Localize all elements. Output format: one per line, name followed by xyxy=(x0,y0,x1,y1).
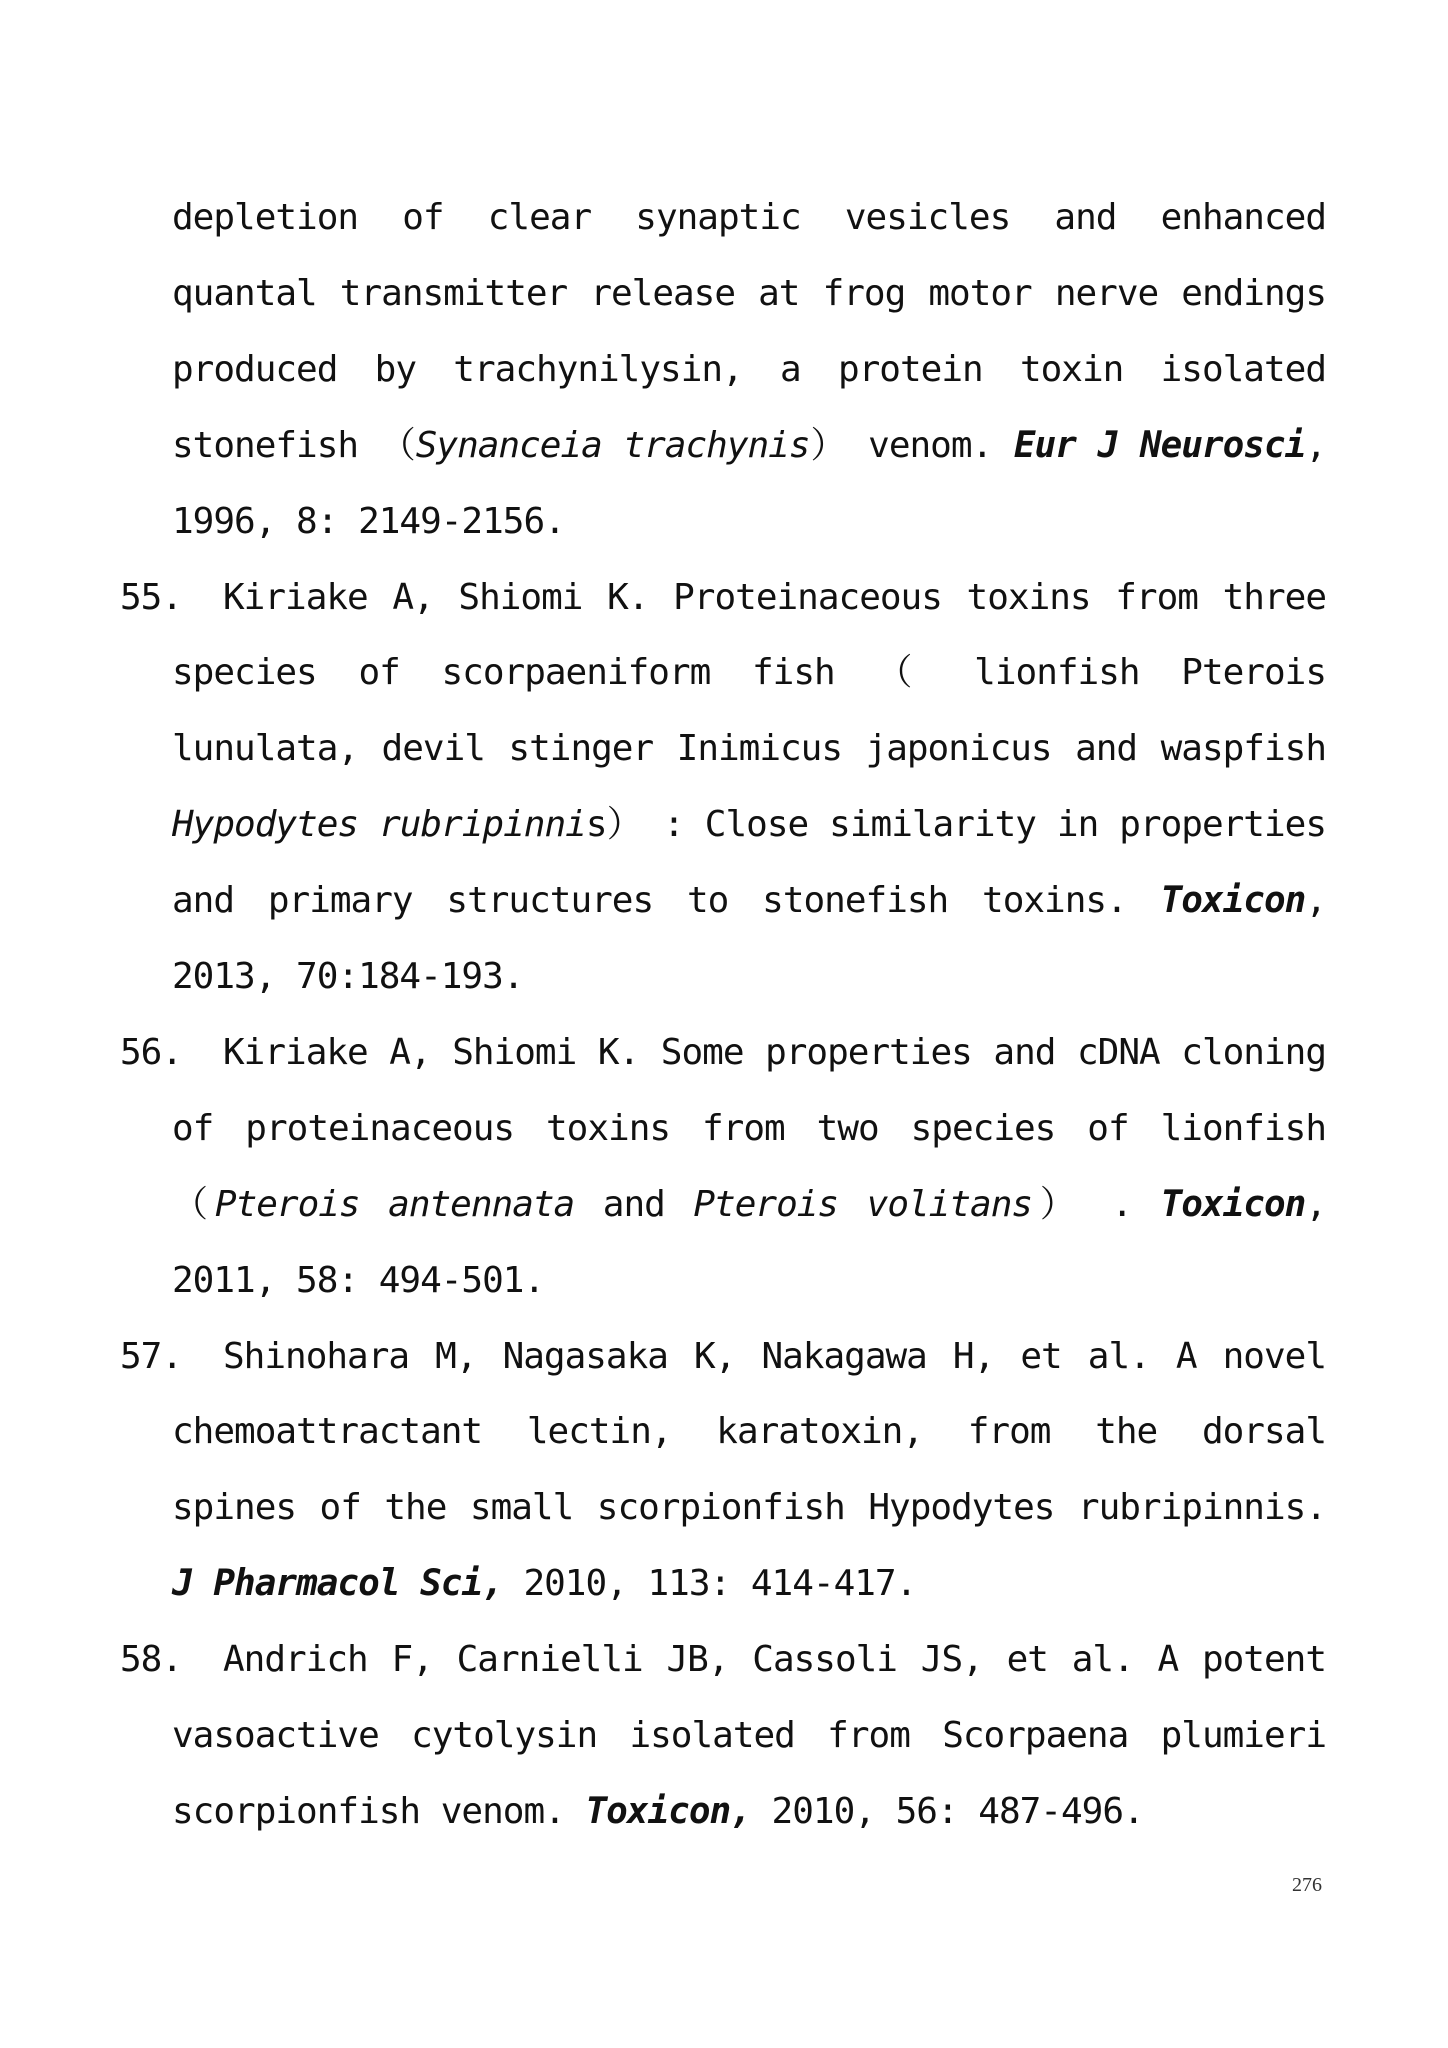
reference-text: chemoattractant lectin, karatoxin, from the dorsal xyxy=(172,1411,1326,1453)
reference-line xyxy=(172,863,1326,939)
journal-name: J Pharmacol Sci, xyxy=(172,1563,503,1605)
reference-text: Kiriake A, Shiomi K. Proteinaceous toxins from three xyxy=(223,576,1326,618)
reference-text: and xyxy=(574,1183,694,1225)
reference-line xyxy=(223,1015,1326,1091)
page-number: 276 xyxy=(1292,1874,1322,1896)
species-name: Pterois volitans xyxy=(693,1183,1033,1225)
reference-text: ） venom. xyxy=(809,424,1014,466)
reference-text: 2011, 58: 494-501. xyxy=(172,1259,545,1301)
reference-text: lunulata, devil stinger Inimicus japonicus and waspfish xyxy=(172,728,1326,770)
reference-text: 2010, 56: 487-496. xyxy=(750,1790,1144,1832)
reference-line xyxy=(172,1394,1326,1470)
reference-line xyxy=(172,1091,1326,1167)
species-name: Synanceia trachynis xyxy=(415,424,810,466)
reference-text: 2010, 113: 414-417. xyxy=(502,1563,917,1605)
reference-text: ） . xyxy=(1032,1183,1161,1225)
reference-text: Kiriake A, Shiomi K. Some properties and cDNA cloning xyxy=(223,1031,1326,1073)
reference-line xyxy=(172,1167,1326,1243)
reference-line xyxy=(172,635,1326,711)
reference-text: （ xyxy=(172,1183,215,1225)
reference-line xyxy=(172,180,1326,256)
species-name: Pterois antennata xyxy=(214,1183,575,1225)
reference-line xyxy=(172,1243,1326,1319)
reference-text: depletion of clear synaptic vesicles and enhanced xyxy=(172,197,1326,238)
reference-line xyxy=(172,484,1326,560)
reference-line xyxy=(172,787,1326,863)
reference-line xyxy=(172,1774,1326,1850)
reference-line xyxy=(172,332,1326,408)
reference-text: of proteinaceous toxins from two species of lionfish xyxy=(172,1107,1326,1149)
reference-text: vasoactive cytolysin isolated from Scorpaena plumieri xyxy=(172,1715,1326,1756)
reference-text: , xyxy=(1305,880,1326,922)
reference-line xyxy=(223,560,1326,636)
reference-text: 2013, 70:184-193. xyxy=(172,956,524,997)
journal-name: Toxicon, xyxy=(585,1790,751,1832)
reference-line xyxy=(172,1698,1326,1774)
journal-name: Toxicon xyxy=(1160,880,1306,922)
reference-text: scorpionfish venom. xyxy=(172,1790,586,1832)
reference-text: stonefish （ xyxy=(172,424,416,466)
reference-text: species of scorpaeniform fish （ lionfish Pterois xyxy=(172,652,1326,694)
species-name: Hypodytes rubripinni xyxy=(172,804,586,846)
reference-text: Andrich F, Carnielli JB, Cassoli JS, et al. A potent xyxy=(223,1639,1326,1681)
reference-line xyxy=(172,256,1326,332)
reference-number: 55. xyxy=(120,576,183,618)
reference-text: s） : Close similarity in properties xyxy=(585,804,1326,846)
reference-number: 56. xyxy=(120,1031,183,1073)
reference-text: quantal transmitter release at frog motor nerve endings xyxy=(172,272,1326,314)
reference-line xyxy=(172,711,1326,787)
reference-line xyxy=(223,1622,1326,1698)
reference-line xyxy=(223,1319,1326,1395)
reference-text: produced by trachynilysin, a protein toxin isolated xyxy=(172,348,1326,390)
journal-name: Eur J Neurosci xyxy=(1013,424,1306,466)
reference-text: , xyxy=(1305,424,1326,466)
reference-text: spines of the small scorpionfish Hypodytes rubripinnis. xyxy=(172,1487,1326,1529)
reference-text: , xyxy=(1305,1183,1326,1225)
reference-text: Shinohara M, Nagasaka K, Nakagawa H, et al. A novel xyxy=(223,1335,1326,1377)
reference-number: 57. xyxy=(120,1335,183,1377)
reference-line xyxy=(172,939,1326,1015)
reference-text: and primary structures to stonefish toxins. xyxy=(172,880,1161,922)
reference-number: 58. xyxy=(120,1639,183,1681)
reference-line xyxy=(172,408,1326,484)
reference-text: 1996, 8: 2149-2156. xyxy=(172,500,565,542)
reference-line xyxy=(172,1470,1326,1546)
journal-name: Toxicon xyxy=(1160,1183,1306,1225)
reference-line xyxy=(172,1546,1326,1622)
